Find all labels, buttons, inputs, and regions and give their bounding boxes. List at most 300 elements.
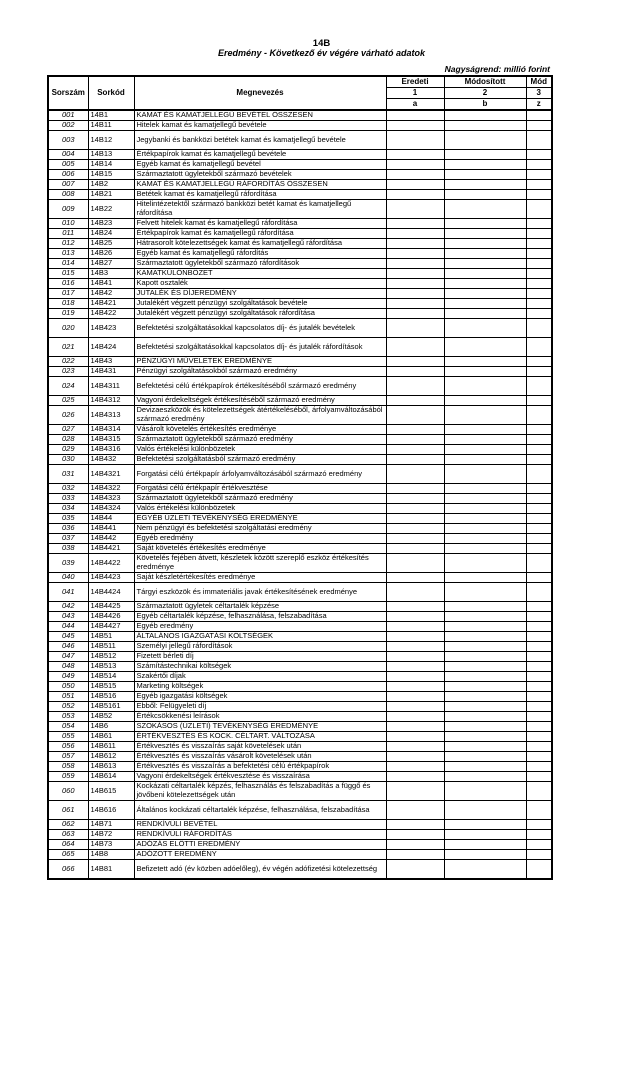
- row-label: Pénzügyi szolgáltatásokból származó eredmény: [134, 367, 386, 377]
- value-eredeti[interactable]: [386, 269, 444, 279]
- value-mod[interactable]: [526, 850, 552, 860]
- row-code: 14B26: [88, 249, 134, 259]
- value-mod[interactable]: [526, 583, 552, 602]
- value-modositott[interactable]: [444, 612, 526, 622]
- value-modositott[interactable]: [444, 309, 526, 319]
- value-mod[interactable]: [526, 820, 552, 830]
- value-mod[interactable]: [526, 357, 552, 367]
- value-eredeti[interactable]: [386, 662, 444, 672]
- row-label: Követelés fejében átvett, készletek között szereplő eszköz értékesítés eredménye: [134, 554, 386, 573]
- value-eredeti[interactable]: [386, 612, 444, 622]
- value-eredeti[interactable]: [386, 289, 444, 299]
- row-number: 015: [48, 269, 88, 279]
- value-mod[interactable]: [526, 259, 552, 269]
- row-number: 057: [48, 752, 88, 762]
- value-modositott[interactable]: [444, 820, 526, 830]
- table-body: [48, 110, 552, 879]
- row-label: SZOKÁSOS (ÜZLETI) TEVÉKENYSÉG EREDMÉNYE: [134, 722, 386, 732]
- value-eredeti[interactable]: [386, 200, 444, 219]
- value-eredeti[interactable]: [386, 229, 444, 239]
- value-mod[interactable]: [526, 692, 552, 702]
- col-letter-mod: z: [526, 99, 552, 111]
- table-row: [48, 544, 552, 554]
- row-number: 013: [48, 249, 88, 259]
- row-code: 14B512: [88, 652, 134, 662]
- value-modositott[interactable]: [444, 732, 526, 742]
- value-mod[interactable]: [526, 860, 552, 880]
- table-row: [48, 357, 552, 367]
- value-eredeti[interactable]: [386, 840, 444, 850]
- value-modositott[interactable]: [444, 554, 526, 573]
- value-modositott[interactable]: [444, 762, 526, 772]
- value-eredeti[interactable]: [386, 406, 444, 425]
- row-label: Egyéb kamat és kamatjellegű bevétel: [134, 160, 386, 170]
- page-code: 14B: [312, 38, 331, 49]
- value-mod[interactable]: [526, 514, 552, 524]
- value-mod[interactable]: [526, 830, 552, 840]
- value-eredeti[interactable]: [386, 534, 444, 544]
- value-mod[interactable]: [526, 319, 552, 338]
- value-mod[interactable]: [526, 396, 552, 406]
- row-label: Származtatott ügyletekből származó eredmény: [134, 494, 386, 504]
- value-modositott[interactable]: [444, 465, 526, 484]
- value-eredeti[interactable]: [386, 801, 444, 820]
- value-modositott[interactable]: [444, 279, 526, 289]
- row-number: 050: [48, 682, 88, 692]
- value-eredeti[interactable]: [386, 239, 444, 249]
- table-row: [48, 190, 552, 200]
- value-eredeti[interactable]: [386, 672, 444, 682]
- value-eredeti[interactable]: [386, 642, 444, 652]
- value-modositott[interactable]: [444, 110, 526, 121]
- value-eredeti[interactable]: [386, 742, 444, 752]
- value-modositott[interactable]: [444, 249, 526, 259]
- value-mod[interactable]: [526, 732, 552, 742]
- value-mod[interactable]: [526, 229, 552, 239]
- row-code: 14B1: [88, 110, 134, 121]
- value-eredeti[interactable]: [386, 722, 444, 732]
- value-modositott[interactable]: [444, 524, 526, 534]
- row-number: 065: [48, 850, 88, 860]
- value-modositott[interactable]: [444, 289, 526, 299]
- row-number: 005: [48, 160, 88, 170]
- row-label: Egyéb igazgatási költségek: [134, 692, 386, 702]
- row-code: 14B432: [88, 455, 134, 465]
- value-eredeti[interactable]: [386, 219, 444, 229]
- value-eredeti[interactable]: [386, 514, 444, 524]
- row-code: 14B4324: [88, 504, 134, 514]
- value-mod[interactable]: [526, 682, 552, 692]
- row-code: 14B4422: [88, 554, 134, 573]
- row-label: Származtatott ügyletekből származó eredmény: [134, 435, 386, 445]
- row-label: Származtatott ügyletek céltartalék képzése: [134, 602, 386, 612]
- row-label: KAMAT ÉS KAMATJELLEGŰ BEVÉTEL ÖSSZESEN: [134, 110, 386, 121]
- value-mod[interactable]: [526, 632, 552, 642]
- row-number: 047: [48, 652, 88, 662]
- row-label: Hitelek kamat és kamatjellegű bevétele: [134, 121, 386, 131]
- value-eredeti[interactable]: [386, 259, 444, 269]
- value-modositott[interactable]: [444, 406, 526, 425]
- value-modositott[interactable]: [444, 742, 526, 752]
- value-mod[interactable]: [526, 190, 552, 200]
- value-modositott[interactable]: [444, 583, 526, 602]
- value-eredeti[interactable]: [386, 338, 444, 357]
- row-number: 012: [48, 239, 88, 249]
- value-eredeti[interactable]: [386, 131, 444, 150]
- value-eredeti[interactable]: [386, 692, 444, 702]
- value-eredeti[interactable]: [386, 425, 444, 435]
- row-label: Származtatott ügyletekből származó bevételek: [134, 170, 386, 180]
- value-mod[interactable]: [526, 484, 552, 494]
- value-modositott[interactable]: [444, 269, 526, 279]
- value-modositott[interactable]: [444, 484, 526, 494]
- value-modositott[interactable]: [444, 850, 526, 860]
- row-label: Befektetési szolgáltatásból származó eredmény: [134, 455, 386, 465]
- row-label: PÉNZÜGYI MŰVELETEK EREDMÉNYE: [134, 357, 386, 367]
- table-row: [48, 279, 552, 289]
- row-label: Saját készletértékesítés eredménye: [134, 573, 386, 583]
- row-label: Valós értékelési különbözetek: [134, 504, 386, 514]
- row-number: 024: [48, 377, 88, 396]
- value-mod[interactable]: [526, 652, 552, 662]
- value-mod[interactable]: [526, 494, 552, 504]
- value-mod[interactable]: [526, 180, 552, 190]
- value-eredeti[interactable]: [386, 602, 444, 612]
- value-modositott[interactable]: [444, 180, 526, 190]
- value-modositott[interactable]: [444, 396, 526, 406]
- value-mod[interactable]: [526, 150, 552, 160]
- table-row: [48, 200, 552, 219]
- row-label: Egyéb céltartalék képzése, felhasználása, felszabadítása: [134, 612, 386, 622]
- value-mod[interactable]: [526, 406, 552, 425]
- row-code: 14B616: [88, 801, 134, 820]
- value-mod[interactable]: [526, 121, 552, 131]
- value-modositott[interactable]: [444, 722, 526, 732]
- value-eredeti[interactable]: [386, 367, 444, 377]
- row-code: 14B3: [88, 269, 134, 279]
- value-modositott[interactable]: [444, 692, 526, 702]
- row-code: 14B614: [88, 772, 134, 782]
- row-code: 14B441: [88, 524, 134, 534]
- value-modositott[interactable]: [444, 860, 526, 880]
- value-mod[interactable]: [526, 573, 552, 583]
- value-eredeti[interactable]: [386, 850, 444, 860]
- value-eredeti[interactable]: [386, 820, 444, 830]
- row-number: 034: [48, 504, 88, 514]
- value-mod[interactable]: [526, 279, 552, 289]
- value-modositott[interactable]: [444, 652, 526, 662]
- row-code: 14B421: [88, 299, 134, 309]
- value-mod[interactable]: [526, 269, 552, 279]
- value-eredeti[interactable]: [386, 544, 444, 554]
- row-label: ÁLTALÁNOS IGAZGATÁSI KÖLTSÉGEK: [134, 632, 386, 642]
- value-mod[interactable]: [526, 544, 552, 554]
- value-modositott[interactable]: [444, 830, 526, 840]
- value-modositott[interactable]: [444, 682, 526, 692]
- value-mod[interactable]: [526, 762, 552, 772]
- value-eredeti[interactable]: [386, 732, 444, 742]
- value-modositott[interactable]: [444, 632, 526, 642]
- value-mod[interactable]: [526, 160, 552, 170]
- value-mod[interactable]: [526, 338, 552, 357]
- value-eredeti[interactable]: [386, 309, 444, 319]
- table-row: [48, 259, 552, 269]
- row-code: 14B25: [88, 239, 134, 249]
- row-number: 009: [48, 200, 88, 219]
- value-modositott[interactable]: [444, 752, 526, 762]
- row-code: 14B23: [88, 219, 134, 229]
- value-modositott[interactable]: [444, 219, 526, 229]
- row-label: Saját követelés értékesítés eredménye: [134, 544, 386, 554]
- value-modositott[interactable]: [444, 622, 526, 632]
- value-eredeti[interactable]: [386, 435, 444, 445]
- value-eredeti[interactable]: [386, 712, 444, 722]
- row-code: 14B71: [88, 820, 134, 830]
- value-mod[interactable]: [526, 742, 552, 752]
- value-modositott[interactable]: [444, 357, 526, 367]
- value-mod[interactable]: [526, 455, 552, 465]
- value-modositott[interactable]: [444, 131, 526, 150]
- value-modositott[interactable]: [444, 801, 526, 820]
- value-mod[interactable]: [526, 445, 552, 455]
- row-code: 14B442: [88, 534, 134, 544]
- table-row: [48, 455, 552, 465]
- value-modositott[interactable]: [444, 662, 526, 672]
- value-eredeti[interactable]: [386, 396, 444, 406]
- value-mod[interactable]: [526, 299, 552, 309]
- row-number: 001: [48, 110, 88, 121]
- value-eredeti[interactable]: [386, 150, 444, 160]
- row-number: 026: [48, 406, 88, 425]
- value-modositott[interactable]: [444, 435, 526, 445]
- value-eredeti[interactable]: [386, 524, 444, 534]
- row-label: Valós értékelési különbözetek: [134, 445, 386, 455]
- table-row: [48, 622, 552, 632]
- value-mod[interactable]: [526, 534, 552, 544]
- value-eredeti[interactable]: [386, 377, 444, 396]
- value-mod[interactable]: [526, 465, 552, 484]
- value-eredeti[interactable]: [386, 752, 444, 762]
- value-eredeti[interactable]: [386, 573, 444, 583]
- table-row: [48, 150, 552, 160]
- value-modositott[interactable]: [444, 544, 526, 554]
- value-modositott[interactable]: [444, 573, 526, 583]
- value-mod[interactable]: [526, 782, 552, 801]
- value-eredeti[interactable]: [386, 632, 444, 642]
- value-eredeti[interactable]: [386, 279, 444, 289]
- value-modositott[interactable]: [444, 239, 526, 249]
- value-eredeti[interactable]: [386, 652, 444, 662]
- value-mod[interactable]: [526, 672, 552, 682]
- row-number: 054: [48, 722, 88, 732]
- row-code: 14B73: [88, 840, 134, 850]
- value-eredeti[interactable]: [386, 682, 444, 692]
- value-eredeti[interactable]: [386, 762, 444, 772]
- value-eredeti[interactable]: [386, 465, 444, 484]
- col-header-eredeti: Eredeti: [386, 76, 444, 88]
- value-modositott[interactable]: [444, 514, 526, 524]
- value-mod[interactable]: [526, 367, 552, 377]
- table-row: [48, 860, 552, 880]
- value-eredeti[interactable]: [386, 299, 444, 309]
- value-modositott[interactable]: [444, 150, 526, 160]
- value-modositott[interactable]: [444, 712, 526, 722]
- value-mod[interactable]: [526, 622, 552, 632]
- row-label: Forgatási célú értékpapír értékvesztése: [134, 484, 386, 494]
- value-eredeti[interactable]: [386, 702, 444, 712]
- value-eredeti[interactable]: [386, 504, 444, 514]
- value-eredeti[interactable]: [386, 772, 444, 782]
- value-mod[interactable]: [526, 722, 552, 732]
- row-label: Forgatási célú értékpapír árfolyamváltozásából származó eredmény: [134, 465, 386, 484]
- value-mod[interactable]: [526, 662, 552, 672]
- value-eredeti[interactable]: [386, 554, 444, 573]
- value-modositott[interactable]: [444, 534, 526, 544]
- row-code: 14B431: [88, 367, 134, 377]
- row-label: Egyéb eredmény: [134, 534, 386, 544]
- value-modositott[interactable]: [444, 367, 526, 377]
- table-row: [48, 425, 552, 435]
- value-eredeti[interactable]: [386, 319, 444, 338]
- value-modositott[interactable]: [444, 702, 526, 712]
- value-mod[interactable]: [526, 642, 552, 652]
- row-number: 036: [48, 524, 88, 534]
- value-mod[interactable]: [526, 504, 552, 514]
- value-mod[interactable]: [526, 435, 552, 445]
- row-label: ÉRTÉKVESZTÉS ÉS KOCK. CÉLTART. VÁLTOZÁSA: [134, 732, 386, 742]
- value-eredeti[interactable]: [386, 121, 444, 131]
- row-label: Jegybanki és bankközi betétek kamat és kamatjellegű bevétele: [134, 131, 386, 150]
- value-mod[interactable]: [526, 554, 552, 573]
- value-eredeti[interactable]: [386, 583, 444, 602]
- value-mod[interactable]: [526, 702, 552, 712]
- table-row: [48, 692, 552, 702]
- table-row: [48, 682, 552, 692]
- value-eredeti[interactable]: [386, 160, 444, 170]
- value-mod[interactable]: [526, 110, 552, 121]
- value-mod[interactable]: [526, 524, 552, 534]
- value-mod[interactable]: [526, 425, 552, 435]
- row-code: 14B4314: [88, 425, 134, 435]
- value-eredeti[interactable]: [386, 445, 444, 455]
- value-eredeti[interactable]: [386, 190, 444, 200]
- value-mod[interactable]: [526, 712, 552, 722]
- value-modositott[interactable]: [444, 170, 526, 180]
- table-row: [48, 642, 552, 652]
- value-modositott[interactable]: [444, 425, 526, 435]
- value-eredeti[interactable]: [386, 357, 444, 367]
- value-eredeti[interactable]: [386, 782, 444, 801]
- row-code: 14B43: [88, 357, 134, 367]
- value-modositott[interactable]: [444, 229, 526, 239]
- row-number: 025: [48, 396, 88, 406]
- col-header-sorkod: Sorkód: [88, 76, 134, 110]
- value-modositott[interactable]: [444, 445, 526, 455]
- row-label: Betétek kamat és kamatjellegű ráfordítása: [134, 190, 386, 200]
- value-modositott[interactable]: [444, 121, 526, 131]
- value-eredeti[interactable]: [386, 494, 444, 504]
- value-mod[interactable]: [526, 170, 552, 180]
- row-label: Értékvesztés és visszaírás saját követelések után: [134, 742, 386, 752]
- value-mod[interactable]: [526, 840, 552, 850]
- value-eredeti[interactable]: [386, 622, 444, 632]
- value-mod[interactable]: [526, 249, 552, 259]
- value-modositott[interactable]: [444, 672, 526, 682]
- value-modositott[interactable]: [444, 319, 526, 338]
- value-modositott[interactable]: [444, 782, 526, 801]
- row-number: 010: [48, 219, 88, 229]
- value-mod[interactable]: [526, 377, 552, 396]
- value-modositott[interactable]: [444, 299, 526, 309]
- value-mod[interactable]: [526, 801, 552, 820]
- value-modositott[interactable]: [444, 190, 526, 200]
- row-label: Egyéb kamat és kamatjellegű ráfordítás: [134, 249, 386, 259]
- value-modositott[interactable]: [444, 338, 526, 357]
- table-row: [48, 850, 552, 860]
- value-modositott[interactable]: [444, 455, 526, 465]
- value-modositott[interactable]: [444, 200, 526, 219]
- value-mod[interactable]: [526, 289, 552, 299]
- row-label: Kockázati céltartalék képzés, felhasználás és felszabadítás a függő és jövőbeni kötelezettségek után: [134, 782, 386, 801]
- table-row: [48, 131, 552, 150]
- row-code: 14B42: [88, 289, 134, 299]
- value-mod[interactable]: [526, 309, 552, 319]
- value-mod[interactable]: [526, 219, 552, 229]
- value-modositott[interactable]: [444, 772, 526, 782]
- value-mod[interactable]: [526, 239, 552, 249]
- value-eredeti[interactable]: [386, 110, 444, 121]
- row-number: 019: [48, 309, 88, 319]
- value-modositott[interactable]: [444, 160, 526, 170]
- value-eredeti[interactable]: [386, 455, 444, 465]
- row-label: Vásárolt követelés értékesítés eredménye: [134, 425, 386, 435]
- value-modositott[interactable]: [444, 504, 526, 514]
- col-header-megnevezes: Megnevezés: [134, 76, 386, 110]
- value-eredeti[interactable]: [386, 170, 444, 180]
- row-number: 032: [48, 484, 88, 494]
- table-row: [48, 367, 552, 377]
- value-eredeti[interactable]: [386, 249, 444, 259]
- value-modositott[interactable]: [444, 840, 526, 850]
- value-eredeti[interactable]: [386, 484, 444, 494]
- row-code: 14B21: [88, 190, 134, 200]
- value-mod[interactable]: [526, 752, 552, 762]
- value-eredeti[interactable]: [386, 830, 444, 840]
- table-row: [48, 652, 552, 662]
- row-number: 027: [48, 425, 88, 435]
- value-mod[interactable]: [526, 772, 552, 782]
- value-eredeti[interactable]: [386, 860, 444, 880]
- value-modositott[interactable]: [444, 602, 526, 612]
- value-modositott[interactable]: [444, 377, 526, 396]
- row-label: Felvett hitelek kamat és kamatjellegű ráfordítása: [134, 219, 386, 229]
- page-title: Eredmény - Következő év végére várható adatok: [217, 48, 426, 58]
- value-modositott[interactable]: [444, 494, 526, 504]
- row-code: 14B511: [88, 642, 134, 652]
- col-number-mod: 3: [526, 88, 552, 99]
- value-mod[interactable]: [526, 200, 552, 219]
- row-label: Ebből: Felügyeleti díj: [134, 702, 386, 712]
- row-code: 14B424: [88, 338, 134, 357]
- row-number: 049: [48, 672, 88, 682]
- value-mod[interactable]: [526, 612, 552, 622]
- value-mod[interactable]: [526, 131, 552, 150]
- value-modositott[interactable]: [444, 642, 526, 652]
- value-modositott[interactable]: [444, 259, 526, 269]
- value-eredeti[interactable]: [386, 180, 444, 190]
- value-mod[interactable]: [526, 602, 552, 612]
- row-code: 14B5161: [88, 702, 134, 712]
